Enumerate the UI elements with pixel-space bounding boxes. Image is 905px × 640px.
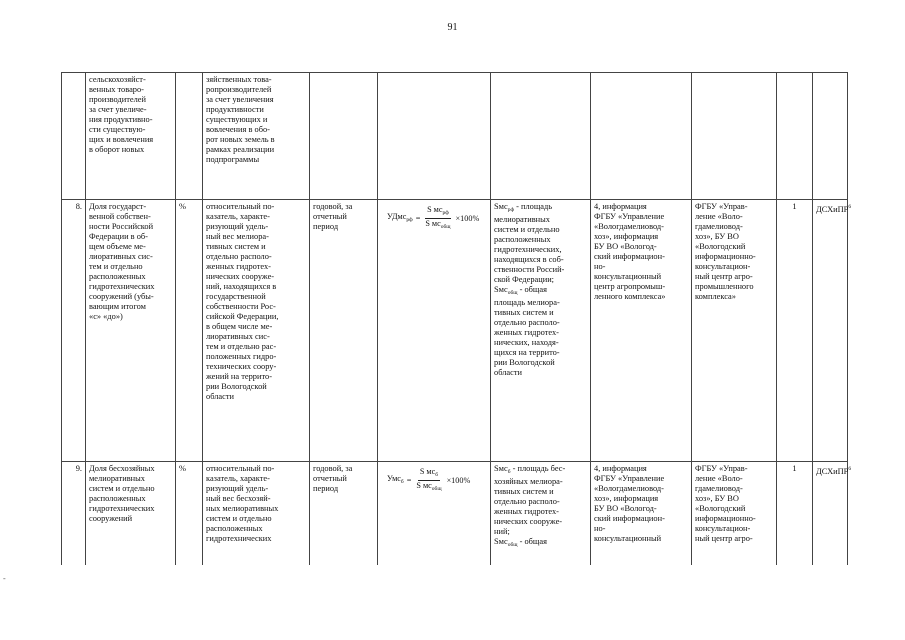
cell-source: 4, информация ФГБУ «Управление «Вологдамелиовод- хоз», информация БУ ВО «Вологод- ский информацион- но- консультационный xyxy=(591,462,692,566)
cell-periodicity xyxy=(310,73,378,200)
formula-fraction: $\frac{S мс_{рф}}{S мс_{общ}}$ xyxy=(425,205,451,230)
formula-multiplier: ×100% xyxy=(446,475,471,485)
cell-formula xyxy=(378,200,491,462)
cell-department: ДСХиПР$^6$ xyxy=(813,462,848,566)
cell-formula xyxy=(378,462,491,566)
cell-legend: Sмс$_{рф}$ - площадь мелиоративных систем и отдельно расположенных гидротехнических, находящихся в соб- ственности Россий- ской Федерации; Sмс$_{общ}$ - общая площадь мелиора- тивных систем и отдельно располо- женных гидротех- нических, находя- щихся на террито- рии Вологодской области xyxy=(491,200,591,462)
cell-responsible: ФГБУ «Управ- ление «Воло- гдамелиовод- хоз», БУ ВО «Вологодский информационно- консультацион- ный центр агро- xyxy=(692,462,777,566)
cell-number: 9. xyxy=(62,462,86,566)
cell-unit xyxy=(176,73,203,200)
table-row xyxy=(62,462,848,566)
edge-mark: - xyxy=(3,574,6,583)
cell-source xyxy=(591,73,692,200)
cell-indicator-name: Доля государст- венной собствен- ности Российской Федерации в об- щем объеме ме- лиоративных сис- тем и отдельно расположенных гидротехнических сооружений (убы- вающим итогом «с» «до») xyxy=(86,200,176,462)
table-row xyxy=(62,200,848,462)
cell-definition: относительный по- казатель, характе- ризующий удель- ный вес бесхозяй- ных мелиоративных систем и отдельно расположенных гидротехнических xyxy=(203,462,310,566)
cell-priority xyxy=(777,73,813,200)
cell-source: 4, информация ФГБУ «Управление «Вологдамелиовод- хоз», информация БУ ВО «Вологод- ский информацион- но- консультационный центр агропромыш- ленного комплекса» xyxy=(591,200,692,462)
formula-fraction: $\frac{S мс_б}{S мс_{общ}}$ xyxy=(416,467,442,492)
formula-multiplier: ×100% xyxy=(455,213,480,223)
formula: УДмс$_{рф}$ = $\frac{S мс_{рф}}{S мс_{общ}}$ ×100% xyxy=(387,205,480,230)
cell-responsible: ФГБУ «Управ- ление «Воло- гдамелиовод- хоз», БУ ВО «Вологодский информационно- консультацион- ный центр агро- промышленного комплекса» xyxy=(692,200,777,462)
cell-responsible xyxy=(692,73,777,200)
cell-definition: зяйственных това- ропроизводителей за счет увеличения продуктивности существующих и вовлечения в обо- рот новых земель в рамках реализации подпрограммы xyxy=(203,73,310,200)
cell-unit: % xyxy=(176,200,203,462)
cell-legend: Sмс$_б$ - площадь бес- хозяйных мелиора- тивных систем и отдельно располо- женных гидротех- нических сооруже- ний; Sмс$_{общ}$ - общая xyxy=(491,462,591,566)
cell-priority: 1 xyxy=(777,462,813,566)
cell-definition: относительный по- казатель, характе- ризующий удель- ный вес мелиора- тивных систем и отдельно располо- женных гидротех- нических сооруже- ний, находящихся в государственной собственности Рос- сийской Федерации, в общем числе ме- лиоративных сис- тем и отдельно рас- положенных гидро- технических соору- жений на террито- рии Вологодской области xyxy=(203,200,310,462)
formula: Умс$_б$ = $\frac{S мс_б}{S мс_{общ}}$ ×100% xyxy=(387,467,471,492)
cell-number: 8. xyxy=(62,200,86,462)
cell-indicator-name: сельскохозяйст- венных товаро- производителей за счет увеличе- ния продуктивно- сти существую- щих и вовлечения в оборот новых xyxy=(86,73,176,200)
table-row-continuation xyxy=(62,73,848,200)
formula-lhs: УДмс$_{рф}$ xyxy=(387,212,413,223)
cell-priority: 1 xyxy=(777,200,813,462)
page-number: 91 xyxy=(447,22,458,33)
cell-department xyxy=(813,73,848,200)
cell-formula xyxy=(378,73,491,200)
cell-department: ДСХиПР$^6$ xyxy=(813,200,848,462)
cell-legend xyxy=(491,73,591,200)
cell-indicator-name: Доля бесхозяйных мелиоративных систем и отдельно расположенных гидротехнических сооружений xyxy=(86,462,176,566)
cell-number xyxy=(62,73,86,200)
cell-periodicity: годовой, за отчетный период xyxy=(310,462,378,566)
cell-periodicity: годовой, за отчетный период xyxy=(310,200,378,462)
formula-lhs: Умс$_б$ xyxy=(387,474,404,485)
cell-unit: % xyxy=(176,462,203,566)
indicators-table xyxy=(61,72,852,565)
